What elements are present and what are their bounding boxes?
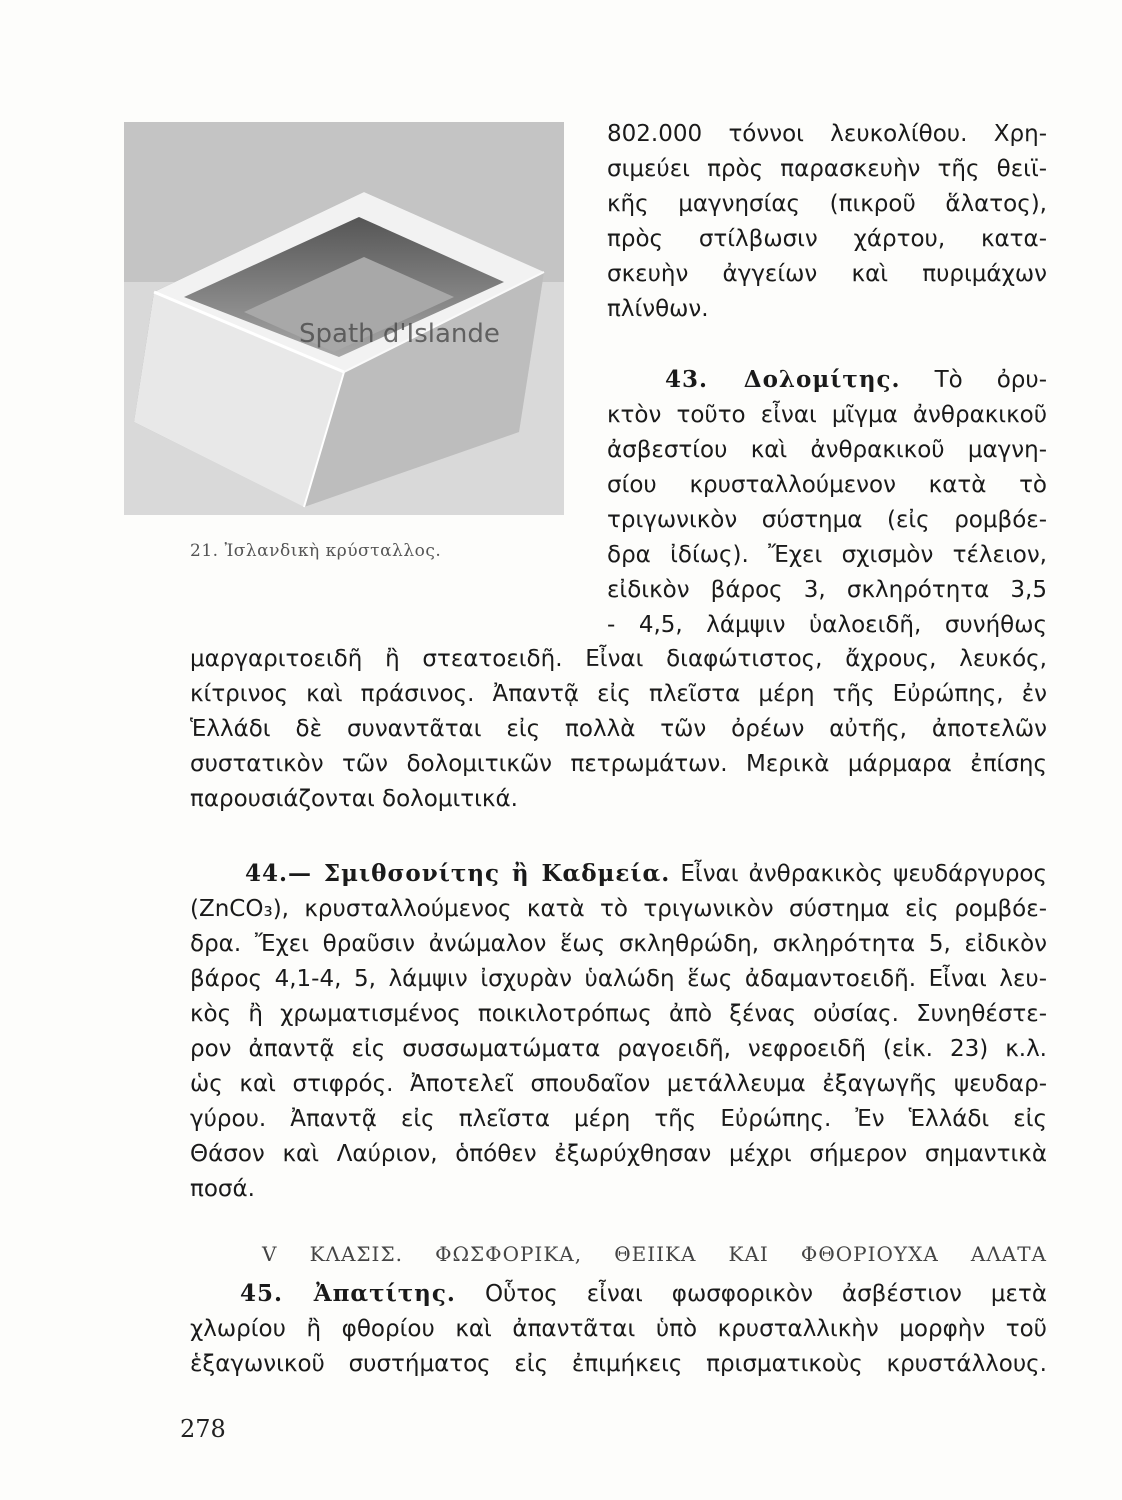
text-line: σίου κρυσταλλούμενον κατὰ τὸ xyxy=(607,472,1047,498)
text-line: πλίνθων. xyxy=(607,296,709,322)
paragraph-43-continuation xyxy=(190,642,1047,817)
text-line: 802.000 τόννοι λευκολίθου. Χρη- xyxy=(607,121,1047,147)
text-line: συστατικὸν τῶν δολομιτικῶν πετρωμάτων. Μερικὰ μάρμαρα ἐπίσης xyxy=(190,751,1047,777)
text-line: τριγωνικὸν σύστημα (εἰς ρομβόε- xyxy=(607,507,1047,533)
text-line: κίτρινος καὶ πράσινος. Ἀπαντᾷ εἰς πλεῖστα μέρη τῆς Εὐρώπης, ἐν xyxy=(190,681,1047,707)
text-line: παρουσιάζονται δολομιτικά. xyxy=(190,786,518,812)
text-line: δρα. Ἔχει θραῦσιν ἀνώμαλον ἕως σκληθρώδη, σκληρότητα 5, εἰδικὸν xyxy=(190,931,1047,957)
text-line: χλωρίου ἢ φθορίου καὶ ἀπαντᾶται ὑπὸ κρυσταλλικὴν μορφὴν τοῦ xyxy=(190,1316,1047,1342)
text-line: σκευὴν ἀγγείων καὶ πυριμάχων xyxy=(607,261,1047,287)
text-line: ρον ἀπαντᾷ εἰς συσσωματώματα ραγοειδῆ, νεφροειδῆ (εἰκ. 23) κ.λ. xyxy=(190,1036,1047,1062)
text-fragment: Τὸ ὀρυ- xyxy=(934,367,1047,393)
text-line: εἰδικὸν βάρος 3, σκληρότητα 3,5 xyxy=(607,577,1047,603)
figure-caption: 21. Ἰσλανδικὴ κρύσταλλος. xyxy=(190,541,442,561)
text-line xyxy=(190,1276,1047,1312)
text-line: μαργαριτοειδῆ ἢ στεατοειδῆ. Εἶναι διαφώτιστος, ἄχρους, λευκός, xyxy=(190,646,1047,672)
text-line: Θάσον καὶ Λαύριον, ὁπόθεν ἐξωρύχθησαν μέχρι σήμερον σημαντικὰ xyxy=(190,1141,1047,1167)
text-line: Ἑλλάδι δὲ συναντᾶται εἰς πολλὰ τῶν ὀρέων αὐτῆς, ἀποτελῶν xyxy=(190,716,1047,742)
text-line: κτὸν τοῦτο εἶναι μῖγμα ἀνθρακικοῦ xyxy=(607,402,1047,428)
text-line: γύρου. Ἀπαντᾷ εἰς πλεῖστα μέρη τῆς Εὐρώπης. Ἐν Ἑλλάδι εἰς xyxy=(190,1106,1047,1132)
text-line: δρα ἰδίως). Ἔχει σχισμὸν τέλειον, xyxy=(607,542,1047,568)
page-number: 278 xyxy=(180,1415,226,1443)
text-line: - 4,5, λάμψιν ὑαλοειδῆ, συνήθως xyxy=(607,612,1047,638)
text-line: σιμεύει πρὸς παρασκευὴν τῆς θειϊ- xyxy=(607,156,1047,182)
text-line xyxy=(607,362,1047,398)
text-line: κῆς μαγνησίας (πικροῦ ἅλατος), xyxy=(607,191,1047,217)
paragraph-44 xyxy=(190,856,1047,1207)
text-line: βάρος 4,1-4, 5, λάμψιν ἰσχυρὰν ὑαλώδη ἕως ἀδαμαντοειδῆ. Εἶναι λευ- xyxy=(190,966,1047,992)
text-line xyxy=(190,856,1047,892)
photo-label: Spath d'Islande xyxy=(299,319,500,349)
text-line: ἀσβεστίου καὶ ἀνθρακικοῦ μαγνη- xyxy=(607,437,1047,463)
heading-44: 44.— Σμιθσονίτης ἢ Καδμεία. xyxy=(245,860,671,887)
paragraph-42-continuation xyxy=(607,117,1047,327)
text-line: ποσά. xyxy=(190,1176,255,1202)
text-line: ὡς καὶ στιφρός. Ἀποτελεῖ σπουδαῖον μετάλλευμα ἐξαγωγῆς ψευδαρ- xyxy=(190,1071,1047,1097)
heading-45: 45. Ἀπατίτης. xyxy=(240,1280,456,1307)
text-line: ἑξαγωνικοῦ συστήματος εἰς ἐπιμήκεις πρισματικοὺς κρυστάλλους. xyxy=(190,1351,1047,1377)
section-title: V ΚΛΑΣΙΣ. ΦΩΣΦΟΡΙΚΑ, ΘΕΙΙΚΑ ΚΑΙ ΦΘΟΡΙΟΥΧΑ ΑΛΑΤΑ xyxy=(262,1242,1047,1266)
paragraph-43 xyxy=(607,362,1047,643)
text-line: πρὸς στίλβωσιν χάρτου, κατα- xyxy=(607,226,1047,252)
text-line: κὸς ἢ χρωματισμένος ποικιλοτρόπως ἀπὸ ξένας οὐσίας. Συνηθέστε- xyxy=(190,1001,1047,1027)
text-fragment: Οὗτος εἶναι φωσφορικὸν ἀσβέστιον μετὰ xyxy=(484,1281,1047,1307)
heading-43: 43. Δολομίτης. xyxy=(665,366,901,393)
iceland-spar-image xyxy=(124,122,564,515)
text-fragment: Εἶναι ἀνθρακικὸς ψευδάργυρος xyxy=(680,861,1047,887)
crystal-photo xyxy=(124,122,564,515)
text-line: (ZnCO₃), κρυσταλλούμενος κατὰ τὸ τριγωνικὸν σύστημα εἰς ρομβόε- xyxy=(190,896,1047,922)
paragraph-45 xyxy=(190,1276,1047,1382)
